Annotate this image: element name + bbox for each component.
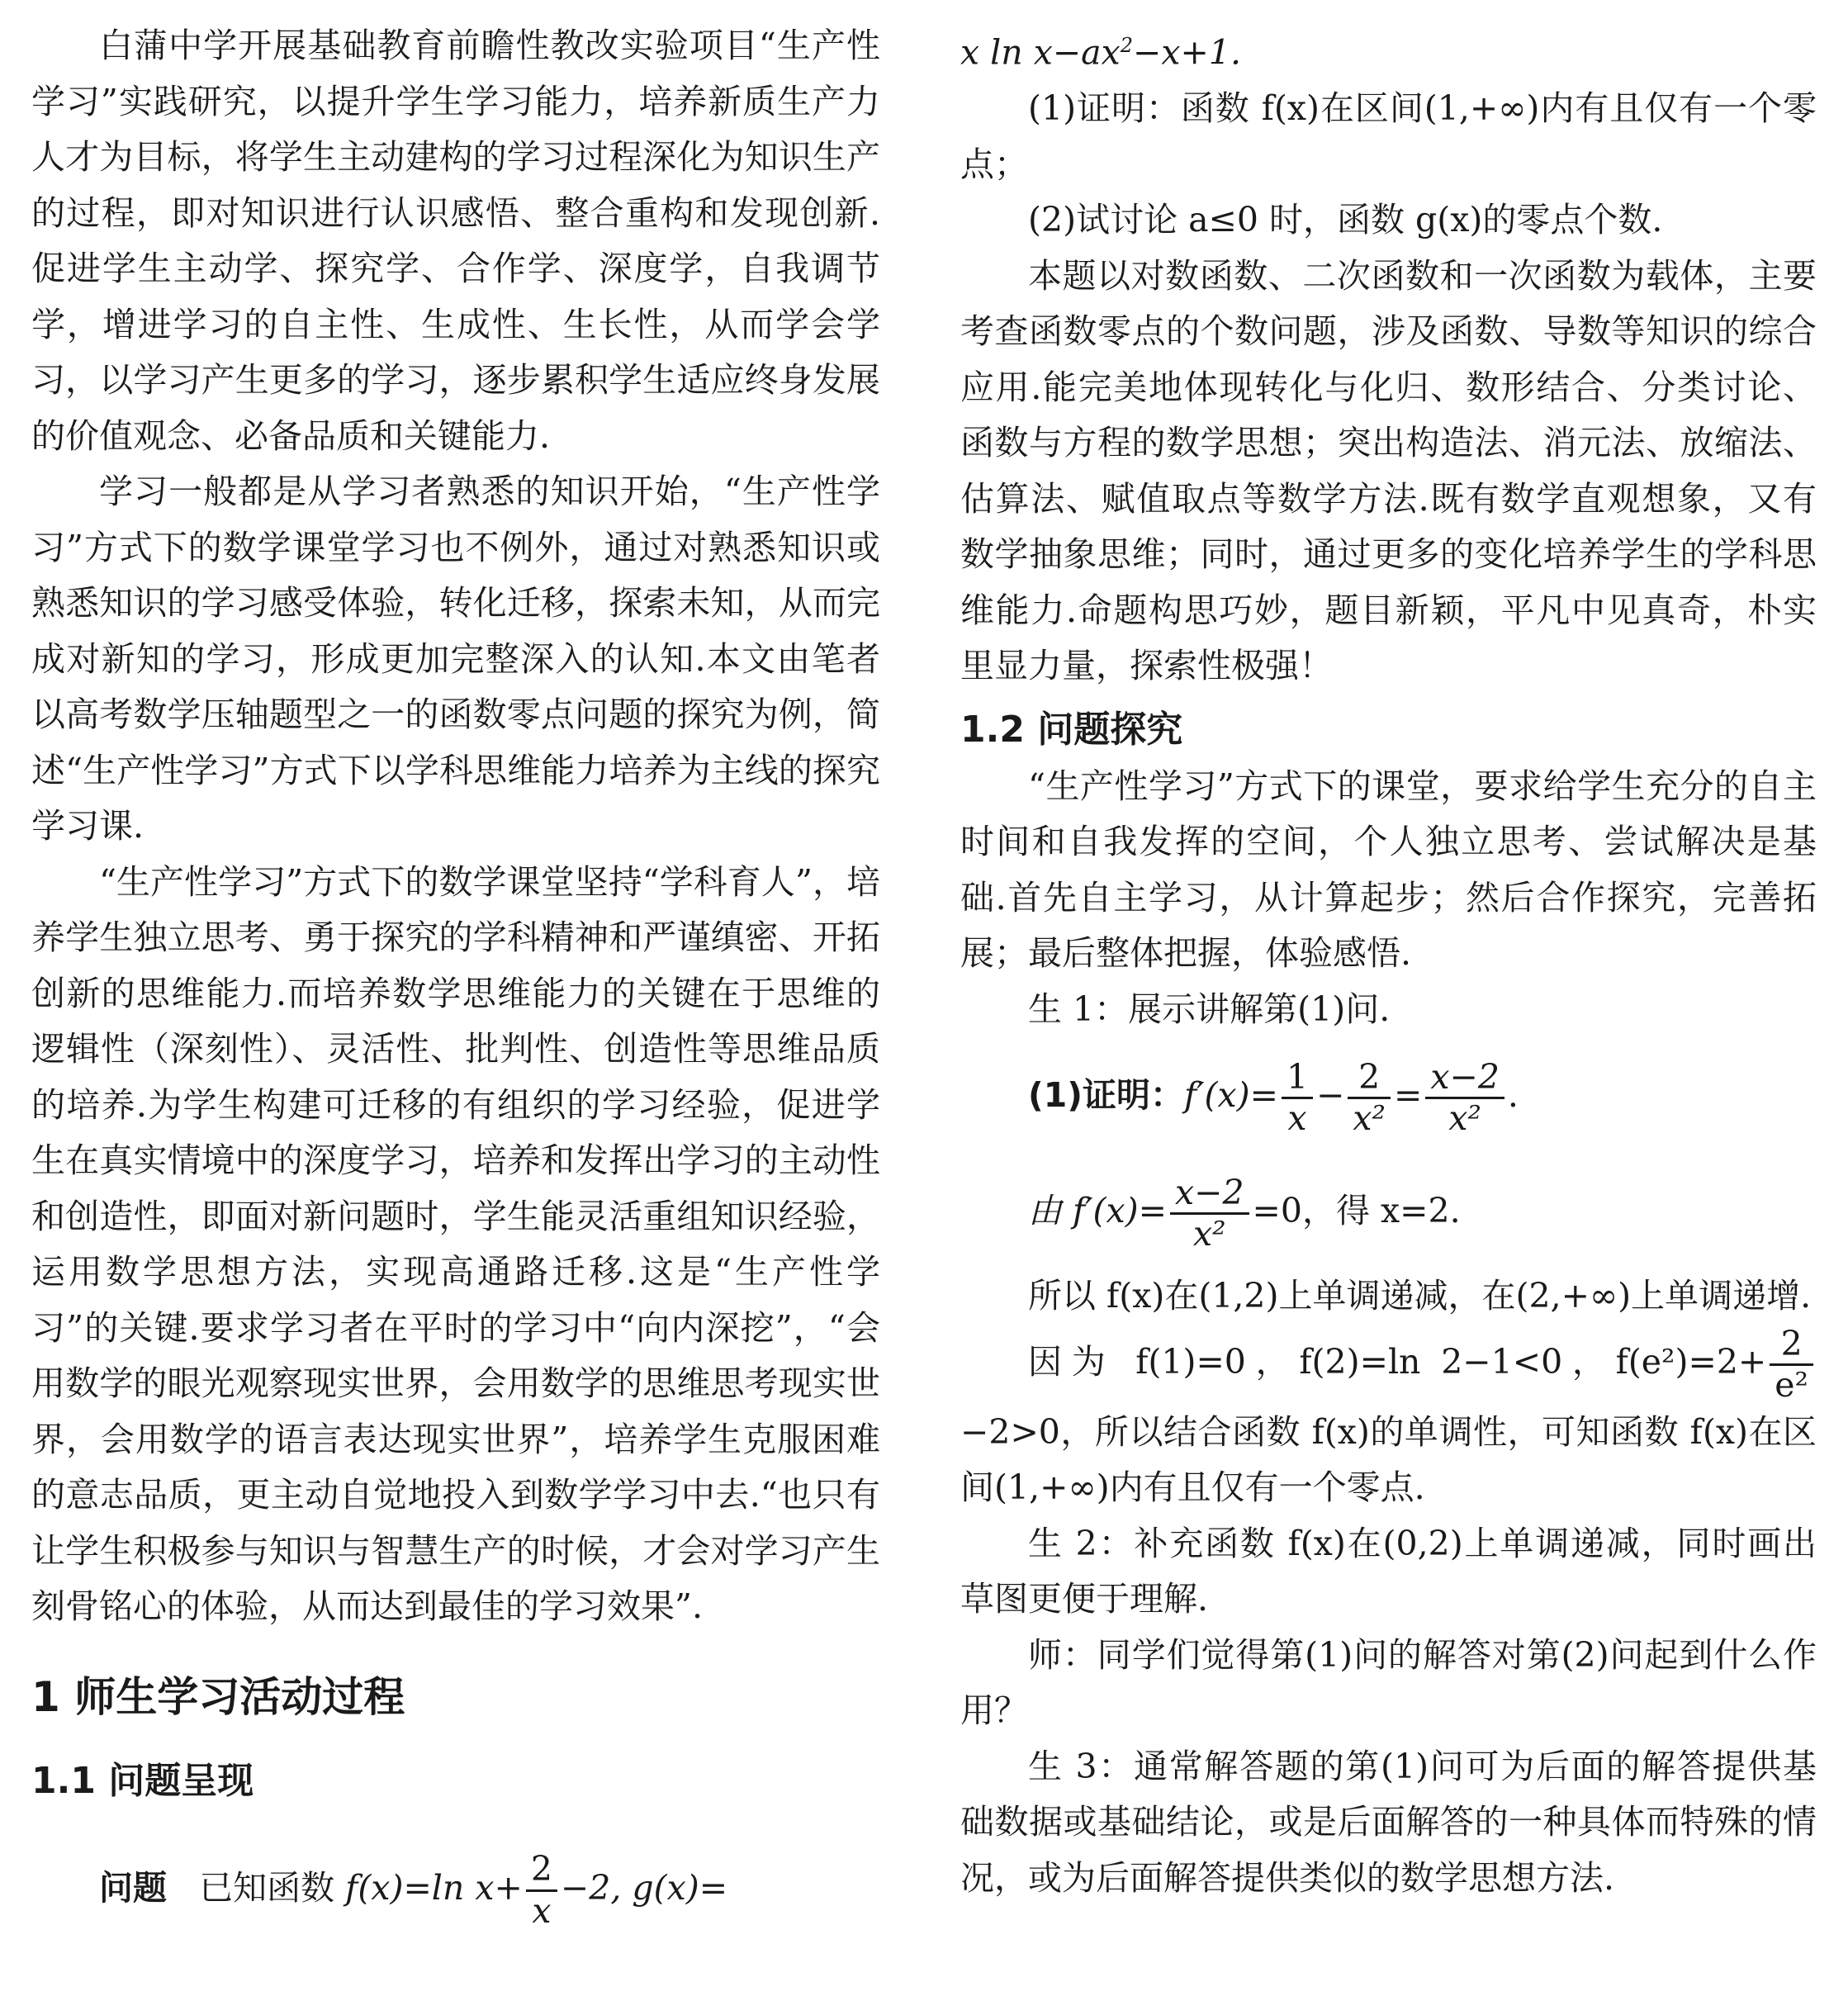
question-2: (2)试讨论 a≤0 时，函数 g(x)的零点个数. [1028, 200, 1663, 240]
problem-analysis: 本题以对数函数、二次函数和一次函数为载体，主要考查函数零点的个数问题，涉及函数、导数等知识的综合应用.能完美地体现转化与化归、数形结合、分类讨论、函数与方程的数学思想；突出构造法、消元法、放缩法、估算法、赋值取点等数学方法.既有数学直观想象，又有数学抽象思维；同时，通过更多的变化培养学生的学科思维能力.命题构思巧妙，题目新颖，平凡中见真奇，朴实里显力量，探索性极强！ [960, 255, 1817, 686]
fraction-numerator: 1 [1282, 1058, 1313, 1099]
formula-exponent: 2 [1120, 34, 1134, 57]
problem-label: 问题 [99, 1867, 167, 1908]
fraction-numerator: x−2 [1425, 1058, 1504, 1099]
minus-sign: − [1316, 1075, 1345, 1116]
because-text-a: 因为 f(1)=0，f(2)=ln 2−1<0，f(e²)=2+ [1028, 1341, 1767, 1382]
right-column [960, 18, 1817, 1906]
problem-continued [960, 18, 1817, 81]
fraction-denominator: e² [1775, 1364, 1808, 1405]
fraction-2-over-x2 [1348, 1058, 1391, 1138]
student-3-paragraph: 生 3：通常解答题的第(1)问可为后面的解答提供基础数据或基础结论，或是后面解答的一种具体而特殊的情况，或为后面解答提供类似的数学思想方法. [960, 1746, 1817, 1898]
problem-statement [31, 1830, 880, 1946]
fraction-2-over-e2 [1770, 1325, 1813, 1405]
section-heading-1-2: 1.2 问题探究 [960, 708, 1183, 751]
fraction-numerator: x−2 [1170, 1173, 1249, 1215]
question-1: (1)证明：函数 f(x)在区间(1,+∞)内有且仅有一个零点； [960, 88, 1817, 184]
fraction-denominator: x² [1448, 1098, 1481, 1139]
fraction-denominator: x² [1353, 1098, 1386, 1139]
student-1-line: 生 1：展示讲解第(1)问. [1028, 989, 1391, 1029]
proof-label: (1)证明： [1028, 1075, 1185, 1116]
formula-end: −x+1. [1133, 32, 1241, 73]
fraction-denominator: x [1287, 1098, 1307, 1139]
period: . [1507, 1075, 1519, 1116]
fraction-denominator: x² [1192, 1214, 1226, 1254]
fraction-x-minus-2-over-x2 [1425, 1058, 1504, 1138]
teacher-paragraph: 师：同学们觉得第(1)问的解答对第(2)问起到什么作用？ [960, 1634, 1817, 1731]
left-column [31, 18, 880, 1946]
problem-fraction [526, 1850, 557, 1930]
because-text-b: −2>0，所以结合函数 f(x)的单调性，可知函数 f(x)在区间(1,+∞)内有且仅有一个零点. [960, 1411, 1817, 1508]
explore-paragraph: “生产性学习”方式下的课堂，要求给学生充分的自主时间和自我发挥的空间，个人独立思考、尝试解决是基础.首先自主学习，从计算起步；然后合作探究，完善拓展；最后整体把握，体验感悟. [960, 766, 1817, 974]
problem-formula-g: −2, g(x)= [560, 1867, 728, 1908]
derivative-zero-line [960, 1153, 1817, 1268]
derivative-text-b: =0，得 x=2. [1252, 1191, 1461, 1231]
problem-formula-f: f(x)=ln x+ [345, 1867, 523, 1908]
fraction-numerator: 2 [1770, 1325, 1813, 1366]
fraction-numerator: 2 [526, 1850, 557, 1891]
problem-text-a: 已知函数 [199, 1867, 346, 1908]
because-paragraph [960, 1325, 1817, 1516]
fraction-numerator: 2 [1348, 1058, 1391, 1099]
equals-sign: = [1393, 1075, 1423, 1116]
derivative-text-a: 由 f′(x)= [1028, 1191, 1167, 1231]
formula-part: x ln x−ax [960, 32, 1121, 73]
intro-paragraph-3: “生产性学习”方式下的数学课堂坚持“学科育人”，培养学生独立思考、勇于探究的学科精神和严谨缜密、开拓创新的思维能力.而培养数学思维能力的关键在于思维的逻辑性（深刻性）、灵活性、批判性、创造性等思维品质的培养.为学生构建可迁移的有组织的学习经验，促进学生在真实情境中的深度学习，培养和发挥出学习的主动性和创造性，即面对新问题时，学生能灵活重组知识经验，运用数学思想方法，实现高通路迁移.这是“生产性学习”的关键.要求学习者在平时的学习中“向内深挖”，“会用数学的眼光观察现实世界，会用数学的思维思考现实世界，会用数学的语言表达现实世界”，培养学生克服困难的意志品质，更主动自觉地投入到数学学习中去.“也只有让学生积极参与知识与智慧生产的时候，才会对学习产生刻骨铭心的体验，从而达到最佳的学习效果”. [31, 861, 880, 1626]
student-2-paragraph: 生 2：补充函数 f(x)在(0,2)上单调递减，同时画出草图更便于理解. [960, 1523, 1817, 1619]
section-heading-1-1: 1.1 问题呈现 [31, 1759, 254, 1802]
fraction-1-over-x [1282, 1058, 1313, 1138]
fraction-derivative [1170, 1173, 1249, 1254]
proof-line [960, 1037, 1817, 1153]
monotonicity-paragraph: 所以 f(x)在(1,2)上单调递减，在(2,+∞)上单调递增. [1028, 1276, 1812, 1316]
proof-lhs: f′(x)= [1184, 1075, 1278, 1116]
intro-paragraph-1: 白蒲中学开展基础教育前瞻性教改实验项目“生产性学习”实践研究，以提升学生学习能力，培养新质生产力人才为目标，将学生主动建构的学习过程深化为知识生产的过程，即对知识进行认识感悟、整合重构和发现创新.促进学生主动学、探究学、合作学、深度学，自我调节学，增进学习的自主性、生成性、生长性，从而学会学习，以学习产生更多的学习，逐步累积学生适应终身发展的价值观念、必备品质和关键能力. [31, 26, 880, 456]
section-heading-1: 1 师生学习活动过程 [31, 1672, 405, 1721]
intro-paragraph-2: 学习一般都是从学习者熟悉的知识开始，“生产性学习”方式下的数学课堂学习也不例外，通过对熟悉知识或熟悉知识的学习感受体验，转化迁移，探索未知，从而完成对新知的学习，形成更加完整深入的认知.本文由笔者以高考数学压轴题型之一的函数零点问题的探究为例，简述“生产性学习”方式下以学科思维能力培养为主线的探究学习课. [31, 472, 880, 846]
fraction-denominator: x [532, 1890, 552, 1931]
